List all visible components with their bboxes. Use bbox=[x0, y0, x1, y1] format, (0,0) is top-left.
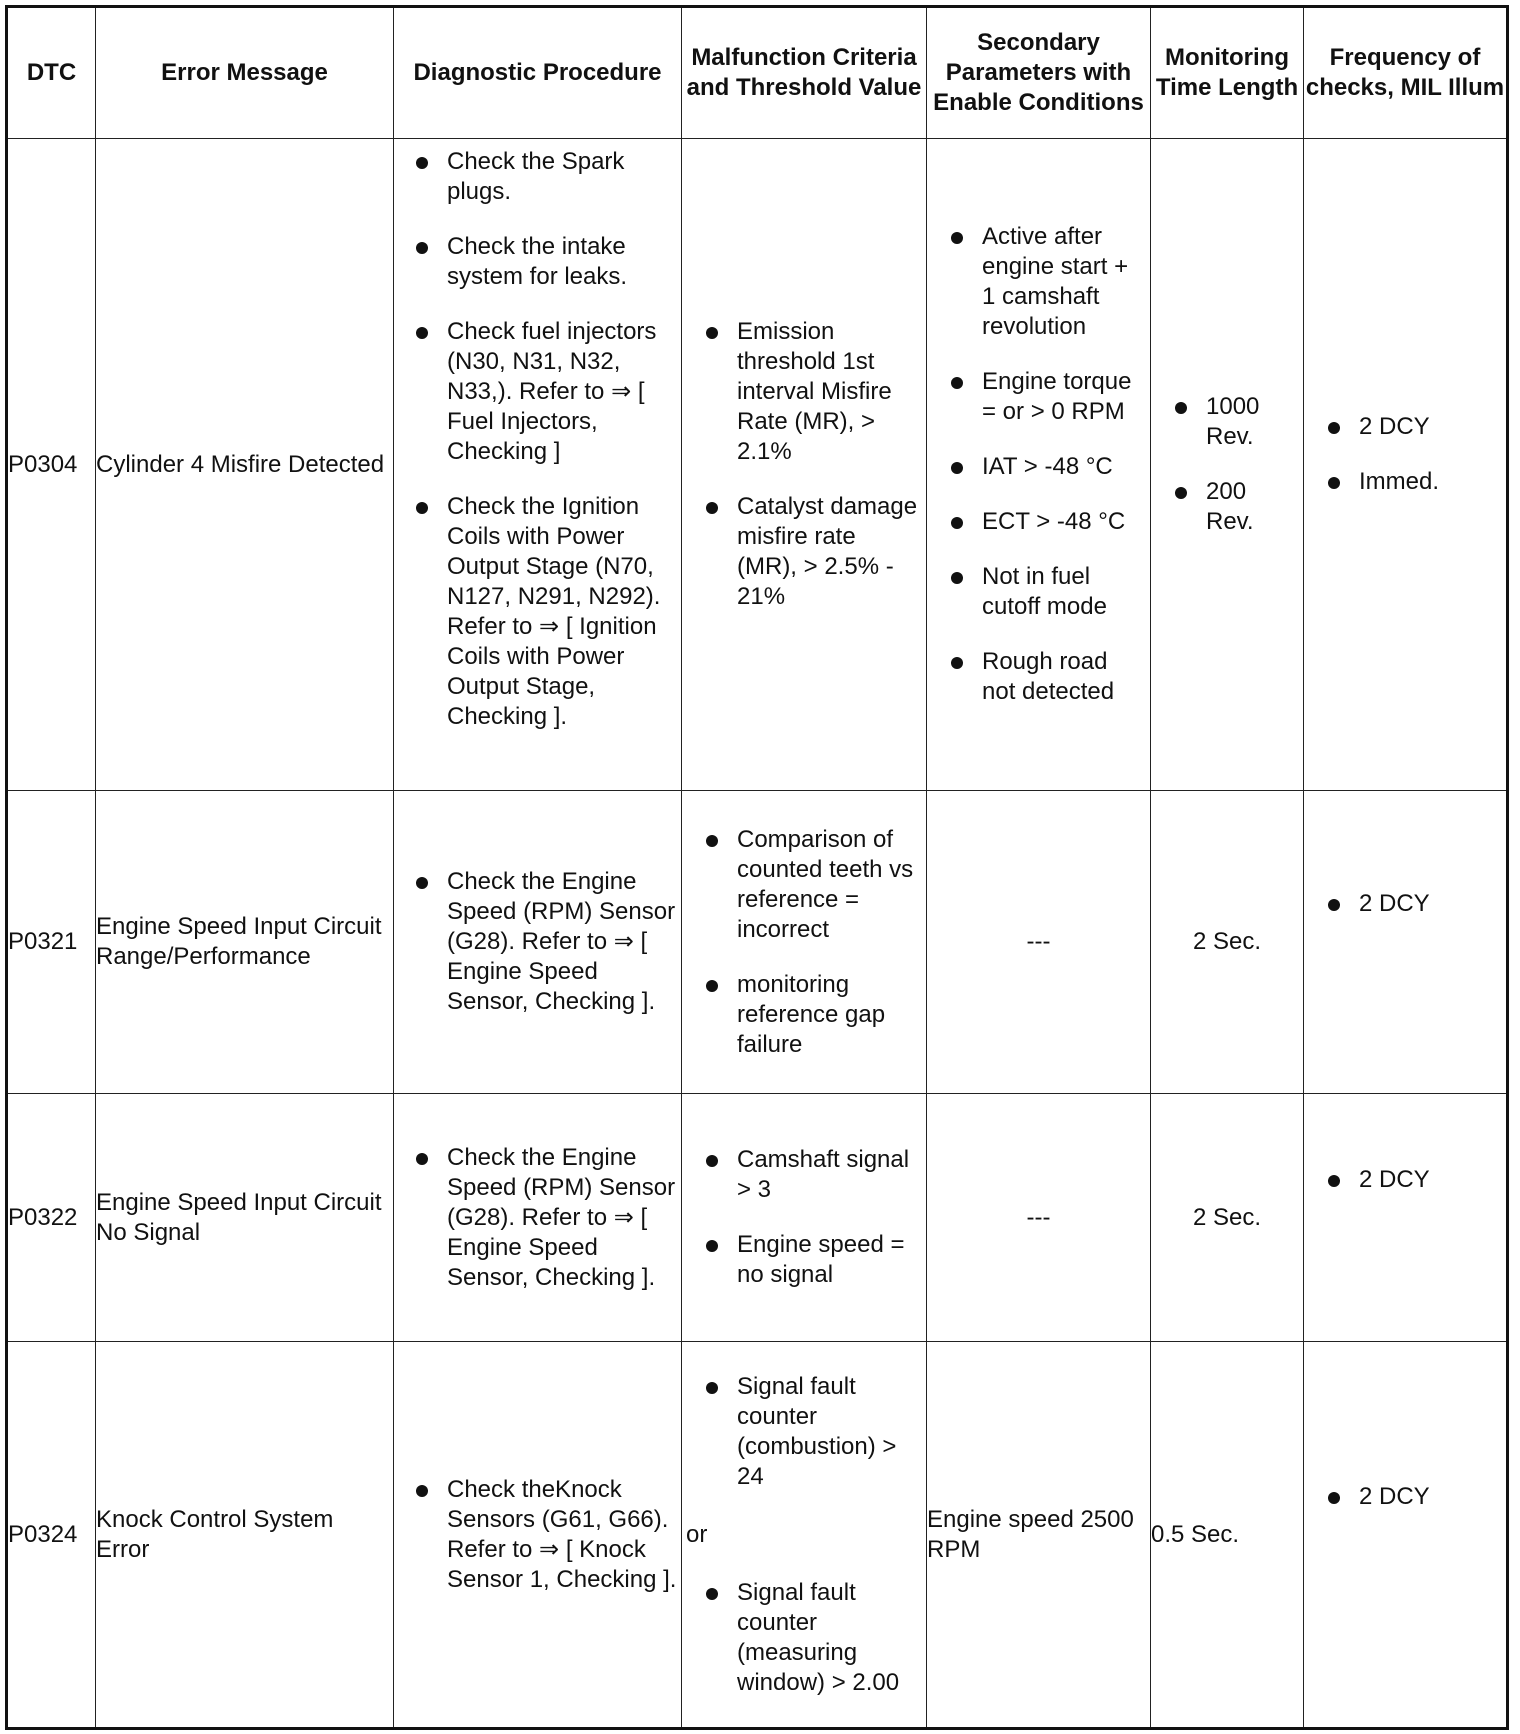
malfunction-list bbox=[682, 1372, 926, 1492]
error-message: Engine Speed Input Circuit No Signal bbox=[96, 1094, 394, 1342]
table-row bbox=[7, 791, 1508, 1094]
frequency-list bbox=[1304, 1165, 1506, 1195]
list-item: Check the Engine Speed (RPM) Sensor (G28). Refer to ⇒ [ Engine Speed Sensor, Checking ]. bbox=[447, 1143, 676, 1291]
list-item: Engine torque = or > 0 RPM bbox=[982, 367, 1146, 427]
malfunction-list bbox=[682, 317, 926, 612]
monitoring-list bbox=[1151, 392, 1303, 537]
procedure-list bbox=[394, 1143, 681, 1293]
list-item: Signal fault counter (measuring window) > 2.00 bbox=[737, 1578, 922, 1698]
list-item: Rough road not detected bbox=[982, 647, 1146, 707]
frequency-cell bbox=[1304, 791, 1508, 1094]
list-item: Engine speed = no signal bbox=[737, 1230, 922, 1290]
monitoring-time-cell: 2 Sec. bbox=[1151, 1094, 1304, 1342]
secondary-parameters-cell bbox=[927, 139, 1151, 791]
dtc-code: P0304 bbox=[7, 139, 96, 791]
list-item: IAT > -48 °C bbox=[982, 452, 1146, 482]
malfunction-list bbox=[682, 1145, 926, 1290]
malfunction-list bbox=[682, 1578, 926, 1698]
malfunction-cell bbox=[682, 1342, 927, 1729]
diagnostic-procedure-cell bbox=[394, 1094, 682, 1342]
header-dtc: DTC bbox=[7, 7, 96, 139]
list-item: 1000 Rev. bbox=[1206, 392, 1299, 452]
list-item: 2 DCY bbox=[1359, 412, 1502, 442]
header-secondary-parameters: Secondary Parameters with Enable Conditions bbox=[927, 7, 1151, 139]
header-malfunction-criteria: Malfunction Criteria and Threshold Value bbox=[682, 7, 927, 139]
monitoring-time-cell: 0.5 Sec. bbox=[1151, 1342, 1304, 1729]
frequency-cell bbox=[1304, 139, 1508, 791]
list-item: Signal fault counter (combustion) > 24 bbox=[737, 1372, 922, 1492]
frequency-list bbox=[1304, 1482, 1506, 1512]
error-message: Engine Speed Input Circuit Range/Performance bbox=[96, 791, 394, 1094]
list-item: 2 DCY bbox=[1359, 1482, 1502, 1512]
list-item: Camshaft signal > 3 bbox=[737, 1145, 922, 1205]
monitoring-time-cell bbox=[1151, 139, 1304, 791]
diagnostic-procedure-cell bbox=[394, 791, 682, 1094]
table-row bbox=[7, 139, 1508, 791]
list-item: Check the Engine Speed (RPM) Sensor (G28). Refer to ⇒ [ Engine Speed Sensor, Checking ]. bbox=[447, 868, 676, 1015]
list-item: Comparison of counted teeth vs reference = incorrect bbox=[737, 825, 922, 945]
secondary-parameters-cell: Engine speed 2500 RPM bbox=[927, 1342, 1151, 1729]
frequency-list bbox=[1304, 889, 1506, 919]
list-item: Emission threshold 1st interval Misfire Rate (MR), > 2.1% bbox=[737, 317, 922, 467]
table-row bbox=[7, 1094, 1508, 1342]
procedure-list bbox=[394, 867, 681, 1017]
dtc-code: P0322 bbox=[7, 1094, 96, 1342]
list-item: Check the Spark plugs. bbox=[447, 147, 677, 207]
secondary-list bbox=[927, 222, 1150, 707]
list-item: Active after engine start + 1 camshaft revolution bbox=[982, 222, 1146, 342]
list-item: Check theKnock Sensors (G61, G66). Refer to ⇒ [ Knock Sensor 1, Checking ]. bbox=[447, 1475, 677, 1593]
list-item: Catalyst damage misfire rate (MR), > 2.5% - 21% bbox=[737, 492, 922, 612]
dtc-table bbox=[5, 5, 1509, 1730]
malfunction-cell bbox=[682, 791, 927, 1094]
table-row bbox=[7, 1342, 1508, 1729]
diagnostic-procedure-cell bbox=[394, 1342, 682, 1729]
header-frequency: Frequency of checks, MIL Illum bbox=[1304, 7, 1508, 139]
error-message: Cylinder 4 Misfire Detected bbox=[96, 139, 394, 791]
dtc-code: P0321 bbox=[7, 791, 96, 1094]
monitoring-time-cell: 2 Sec. bbox=[1151, 791, 1304, 1094]
list-item: Check fuel injectors (N30, N31, N32, N33,). Refer to ⇒ [ Fuel Injectors, Checking ] bbox=[447, 317, 677, 467]
procedure-list bbox=[394, 1475, 681, 1595]
secondary-parameters-cell: --- bbox=[927, 791, 1151, 1094]
header-row bbox=[7, 7, 1508, 139]
list-item: 200 Rev. bbox=[1206, 477, 1299, 537]
frequency-cell bbox=[1304, 1342, 1508, 1729]
frequency-cell bbox=[1304, 1094, 1508, 1342]
or-separator: or bbox=[686, 1520, 708, 1548]
frequency-list bbox=[1304, 412, 1506, 497]
list-item: monitoring reference gap failure bbox=[737, 970, 922, 1060]
malfunction-list bbox=[682, 825, 926, 1060]
dtc-code: P0324 bbox=[7, 1342, 96, 1729]
header-monitoring-time: Monitoring Time Length bbox=[1151, 7, 1304, 139]
malfunction-cell bbox=[682, 1094, 927, 1342]
list-item: 2 DCY bbox=[1359, 889, 1502, 919]
secondary-parameters-cell: --- bbox=[927, 1094, 1151, 1342]
procedure-list bbox=[394, 147, 681, 732]
list-item: Check the Ignition Coils with Power Output Stage (N70, N127, N291, N292). Refer to ⇒ [ Ignition Coils with Power Output Stage, Checking ]. bbox=[447, 492, 677, 732]
malfunction-cell bbox=[682, 139, 927, 791]
diagnostic-procedure-cell bbox=[394, 139, 682, 791]
list-item: 2 DCY bbox=[1359, 1165, 1502, 1195]
list-item: Check the intake system for leaks. bbox=[447, 232, 677, 292]
list-item: Immed. bbox=[1359, 467, 1502, 497]
error-message: Knock Control System Error bbox=[96, 1342, 394, 1729]
header-diagnostic-procedure: Diagnostic Procedure bbox=[394, 7, 682, 139]
list-item: Not in fuel cutoff mode bbox=[982, 562, 1146, 622]
header-error-message: Error Message bbox=[96, 7, 394, 139]
list-item: ECT > -48 °C bbox=[982, 507, 1146, 537]
